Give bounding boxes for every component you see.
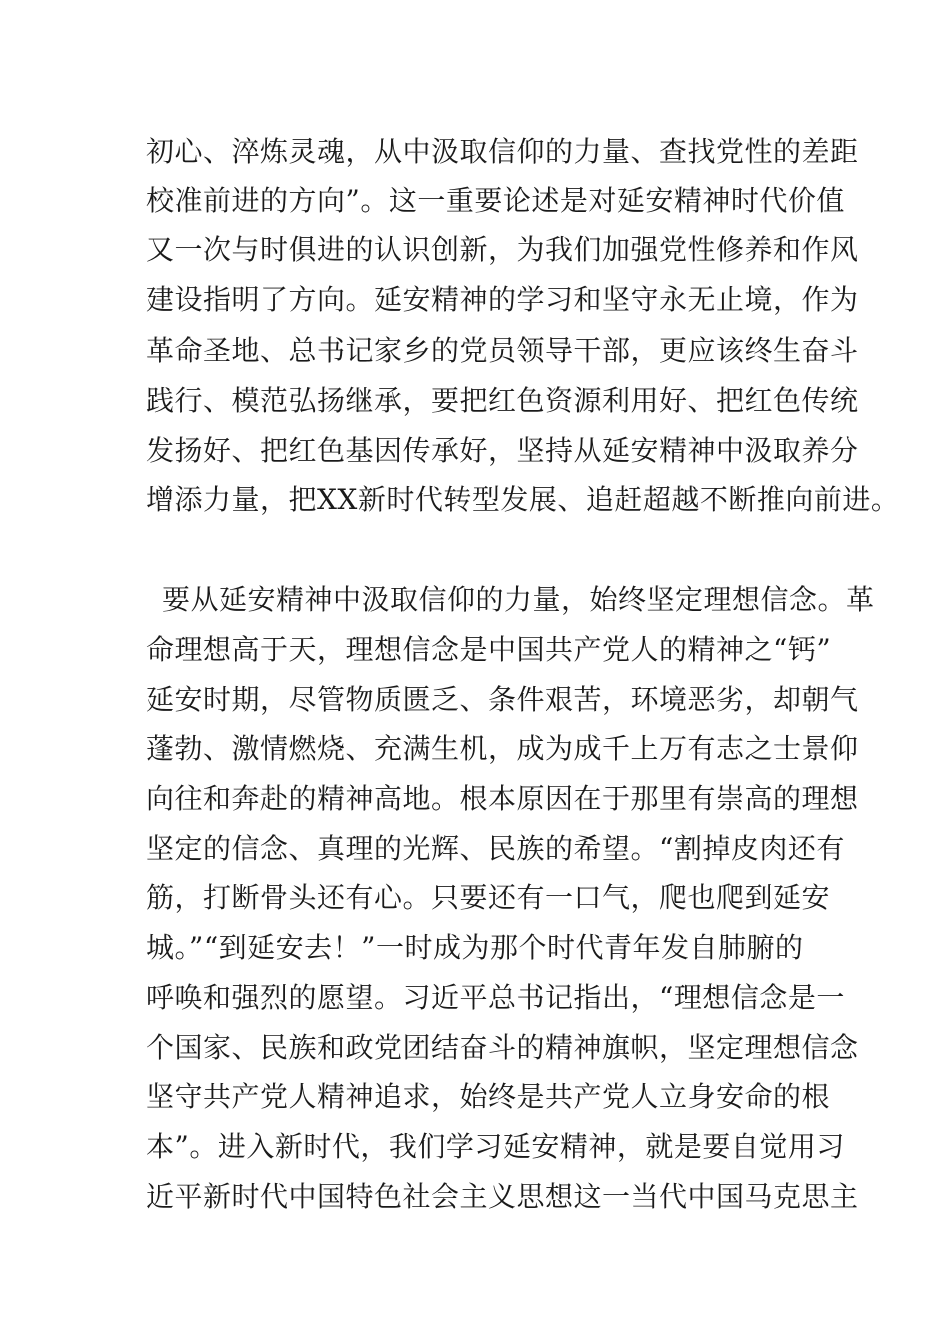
text-line: 延安时期，尽管物质匮乏、条件艰苦，环境恶劣，却朝气 <box>146 683 859 716</box>
text-line: 革命圣地、总书记家乡的党员领导干部，更应该终生奋斗 <box>146 334 859 367</box>
text-line: 发扬好、把红色基因传承好，坚持从延安精神中汲取养分 <box>146 434 859 467</box>
text-line: 呼唤和强烈的愿望。习近平总书记指出，“理想信念是一 <box>146 981 845 1014</box>
text-line: 本”。进入新时代，我们学习延安精神，就是要自觉用习 <box>146 1130 845 1163</box>
text-line: 命理想高于天，理想信念是中国共产党人的精神之“钙” <box>146 633 832 666</box>
text-line: 坚定的信念、真理的光辉、民族的希望。“割掉皮肉还有 <box>146 832 845 865</box>
text-line: 建设指明了方向。延安精神的学习和坚守永无止境，作为 <box>146 283 859 316</box>
text-line: 个国家、民族和政党团结奋斗的精神旗帜，坚定理想信念 <box>146 1031 859 1064</box>
text-line: 近平新时代中国特色社会主义思想这一当代中国马克思主 <box>146 1180 859 1213</box>
text-line: 筋，打断骨头还有心。只要还有一口气，爬也爬到延安 <box>146 881 831 914</box>
text-line: 增添力量，把XX新时代转型发展、追赶超越不断推向前进。 <box>146 483 900 516</box>
text-line: 坚守共产党人精神追求，始终是共产党人立身安命的根 <box>146 1080 831 1113</box>
text-line: 城。”“到延安去！”一时成为那个时代青年发自肺腑的 <box>146 931 804 964</box>
text-line: 蓬勃、激情燃烧、充满生机，成为成千上万有志之士景仰 <box>146 732 859 765</box>
text-line: 初心、淬炼灵魂，从中汲取信仰的力量、查找党性的差距 <box>146 135 859 168</box>
text-line: 校准前进的方向”。这一重要论述是对延安精神时代价值 <box>146 184 845 217</box>
text-line: 向往和奔赴的精神高地。根本原因在于那里有崇高的理想 <box>146 782 859 815</box>
text-line: 要从延安精神中汲取信仰的力量，始终坚定理想信念。革 <box>162 583 875 616</box>
text-line: 践行、模范弘扬继承，要把红色资源利用好、把红色传统 <box>146 384 859 417</box>
text-line: 又一次与时俱进的认识创新，为我们加强党性修养和作风 <box>146 233 859 266</box>
